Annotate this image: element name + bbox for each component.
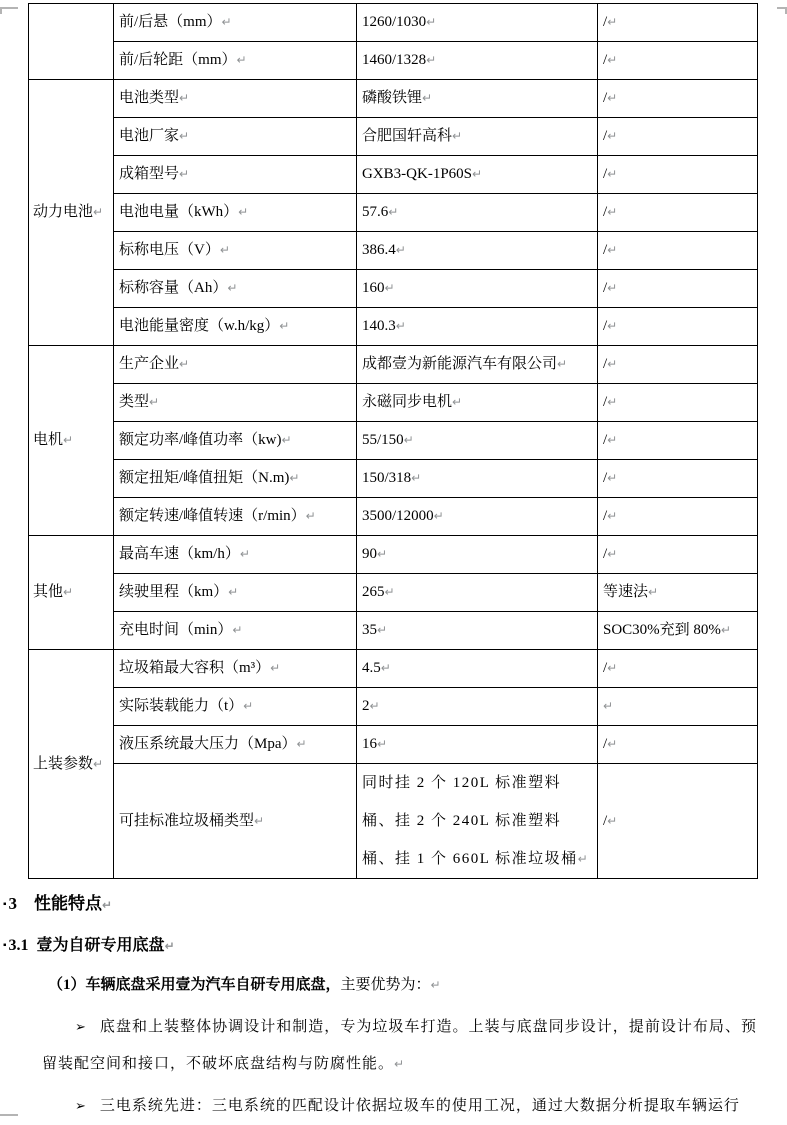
spec-value-cell [357, 764, 598, 879]
spec-value: 4.5 [362, 660, 381, 676]
table-row [29, 308, 758, 346]
line-break-mark-icon: ↵ [254, 813, 265, 828]
line-break-mark-icon: ↵ [430, 978, 441, 992]
line-break-mark-icon: ↵ [603, 699, 614, 713]
spec-remark-cell [598, 308, 758, 346]
bullet-text: 底盘和上装整体协调设计和制造，专为垃圾车打造。上装与底盘同步设计，提前设计布局、预留装配空间和接口，不破坏底盘结构与防腐性能。 [42, 1019, 757, 1072]
line-break-mark-icon: ↵ [388, 205, 399, 219]
line-break-mark-icon: ↵ [607, 813, 618, 828]
spec-remark-cell [598, 270, 758, 308]
spec-remark-cell [598, 80, 758, 118]
line-break-mark-icon: ↵ [452, 129, 463, 143]
line-break-mark-icon: ↵ [607, 91, 618, 105]
spec-label-cell [114, 42, 357, 80]
line-break-mark-icon: ↵ [179, 129, 190, 143]
line-break-mark-icon: ↵ [149, 395, 160, 409]
spec-remark-cell [598, 460, 758, 498]
spec-value: 90 [362, 546, 377, 562]
spec-value-cell [357, 194, 598, 232]
spec-label: 类型 [119, 394, 150, 410]
line-break-mark-icon: ↵ [452, 395, 463, 409]
line-break-mark-icon: ↵ [720, 623, 731, 637]
line-break-mark-icon: ↵ [93, 205, 104, 219]
line-break-mark-icon: ↵ [411, 471, 422, 485]
line-break-mark-icon: ↵ [228, 585, 239, 599]
line-break-mark-icon: ↵ [93, 756, 104, 771]
spec-value-cell [357, 42, 598, 80]
line-break-mark-icon: ↵ [648, 585, 659, 599]
spec-remark-cell [598, 498, 758, 536]
paragraph-regular-text: 主要优势为： [340, 977, 431, 993]
spec-value-cell [357, 574, 598, 612]
line-break-mark-icon: ↵ [607, 357, 618, 371]
spec-remark: / [603, 242, 608, 258]
spec-value: 成都壹为新能源汽车有限公司 [362, 356, 558, 372]
spec-remark: / [603, 90, 608, 106]
spec-remark-cell [598, 422, 758, 460]
table-row [29, 80, 758, 118]
line-break-mark-icon: ↵ [607, 53, 618, 67]
line-break-mark-icon: ↵ [607, 205, 618, 219]
spec-label-cell [114, 4, 357, 42]
spec-value: 3500/12000 [362, 508, 434, 524]
spec-value-cell [357, 536, 598, 574]
line-break-mark-icon: ↵ [433, 509, 444, 523]
spec-remark: / [603, 52, 608, 68]
line-break-mark-icon: ↵ [607, 319, 618, 333]
spec-label-cell [114, 460, 357, 498]
table-row [29, 384, 758, 422]
line-break-mark-icon: ↵ [607, 395, 618, 409]
heading-number: 3 [8, 894, 18, 913]
spec-table [28, 3, 758, 879]
line-break-mark-icon: ↵ [179, 167, 190, 181]
line-break-mark-icon: ↵ [239, 547, 250, 561]
line-break-mark-icon: ↵ [607, 471, 618, 485]
spec-remark-cell [598, 384, 758, 422]
line-break-mark-icon: ↵ [219, 243, 230, 257]
group-label: 动力电池 [33, 204, 94, 220]
spec-value: 55/150 [362, 432, 404, 448]
line-break-mark-icon: ↵ [63, 585, 74, 599]
paragraph-chassis-intro [48, 974, 787, 996]
spec-value-cell [357, 232, 598, 270]
spec-remark: / [603, 394, 608, 410]
spec-value: 磷酸铁锂 [362, 90, 423, 106]
spec-value-cell [357, 384, 598, 422]
table-row [29, 156, 758, 194]
table-row [29, 574, 758, 612]
spec-label: 前/后悬（mm） [119, 14, 222, 30]
line-break-mark-icon: ↵ [607, 167, 618, 181]
table-row [29, 118, 758, 156]
line-break-mark-icon: ↵ [221, 15, 232, 29]
spec-value-cell [357, 346, 598, 384]
spec-remark-cell [598, 118, 758, 156]
spec-label: 续驶里程（km） [119, 584, 229, 600]
spec-value-cell [357, 688, 598, 726]
table-row [29, 42, 758, 80]
line-break-mark-icon: ↵ [179, 357, 190, 371]
line-break-mark-icon: ↵ [238, 205, 249, 219]
line-break-mark-icon: ↵ [377, 623, 388, 637]
spec-label: 成箱型号 [119, 166, 180, 182]
spec-value-cell [357, 612, 598, 650]
heading-title: 壹为自研专用底盘 [36, 937, 165, 954]
spec-label-cell [114, 308, 357, 346]
spec-value: GXB3-QK-1P60S [362, 166, 473, 182]
spec-remark: / [603, 356, 608, 372]
spec-value: 57.6 [362, 204, 389, 220]
paragraph-bold-text: （1）车辆底盘采用壹为汽车自研专用底盘， [48, 977, 341, 993]
group-label: 其他 [33, 584, 64, 600]
group-cell [29, 80, 114, 346]
table-row-tall [29, 764, 758, 879]
spec-remark: / [603, 128, 608, 144]
spec-value: 1260/1030 [362, 14, 427, 30]
spec-label: 标称容量（Ah） [119, 280, 228, 296]
spec-label-cell [114, 650, 357, 688]
spec-label-cell [114, 498, 357, 536]
line-break-mark-icon: ↵ [380, 661, 391, 675]
line-break-mark-icon: ↵ [384, 585, 395, 599]
table-row [29, 346, 758, 384]
spec-label-cell [114, 612, 357, 650]
heading-3-performance [3, 893, 787, 916]
heading-title: 性能特点 [34, 894, 103, 913]
line-break-mark-icon: ↵ [426, 15, 437, 29]
spec-value: 140.3 [362, 318, 396, 334]
spec-value: 16 [362, 736, 377, 752]
spec-label-cell [114, 156, 357, 194]
spec-remark-cell [598, 232, 758, 270]
bullet-text: 三电系统先进：三电系统的匹配设计依据垃圾车的使用工况，通过大数据分析提取车辆运行 [99, 1098, 740, 1114]
group-cell [29, 536, 114, 650]
line-break-mark-icon: ↵ [394, 1057, 406, 1071]
spec-label: 实际装载能力（t） [119, 698, 244, 714]
line-break-mark-icon: ↵ [607, 547, 618, 561]
spec-remark-cell [598, 650, 758, 688]
group-cell [29, 650, 114, 879]
spec-value-cell [357, 726, 598, 764]
spec-remark: 等速法 [603, 584, 649, 600]
spec-table-body [29, 4, 758, 879]
line-break-mark-icon: ↵ [607, 661, 618, 675]
page-corner-mark-top-left [0, 7, 18, 14]
spec-label: 可挂标准垃圾桶类型 [119, 812, 255, 829]
line-break-mark-icon: ↵ [227, 281, 238, 295]
table-row [29, 4, 758, 42]
spec-remark: / [603, 736, 608, 752]
spec-remark-cell [598, 4, 758, 42]
spec-remark: / [603, 166, 608, 182]
table-row [29, 688, 758, 726]
spec-value: 1460/1328 [362, 52, 427, 68]
spec-remark: / [603, 812, 608, 829]
heading-number: 3.1 [8, 937, 29, 954]
spec-value: 同时挂 2 个 120L 标准塑料桶、挂 2 个 240L 标准塑料桶、挂 1 个 660L 标准垃圾桶 [362, 775, 578, 867]
spec-label: 额定扭矩/峰值扭矩（N.m) [119, 470, 290, 486]
line-break-mark-icon: ↵ [607, 509, 618, 523]
spec-value: 265 [362, 584, 385, 600]
spec-remark: / [603, 280, 608, 296]
line-break-mark-icon: ↵ [395, 243, 406, 257]
group-label: 电机 [33, 432, 64, 448]
spec-remark-cell [598, 194, 758, 232]
spec-label-cell [114, 688, 357, 726]
spec-label-cell [114, 536, 357, 574]
spec-remark-cell [598, 612, 758, 650]
line-break-mark-icon: ↵ [577, 852, 590, 866]
line-break-mark-icon: ↵ [164, 939, 175, 953]
heading-square-mark-icon: ▪ [3, 940, 7, 951]
line-break-mark-icon: ↵ [289, 471, 300, 485]
line-break-mark-icon: ↵ [236, 53, 247, 67]
spec-value-cell [357, 80, 598, 118]
table-row [29, 232, 758, 270]
group-label: 上装参数 [33, 755, 94, 772]
spec-label-cell [114, 422, 357, 460]
spec-remark: / [603, 546, 608, 562]
spec-value-cell [357, 270, 598, 308]
spec-remark-cell [598, 156, 758, 194]
spec-remark: SOC30%充到 80% [603, 622, 721, 638]
spec-remark: / [603, 660, 608, 676]
spec-remark: / [603, 318, 608, 334]
spec-label: 电池能量密度（w.h/kg） [119, 318, 280, 334]
line-break-mark-icon: ↵ [426, 53, 437, 67]
spec-remark-cell [598, 574, 758, 612]
spec-label-cell [114, 346, 357, 384]
table-row [29, 270, 758, 308]
spec-value-cell [357, 460, 598, 498]
line-break-mark-icon: ↵ [422, 91, 433, 105]
spec-remark: / [603, 432, 608, 448]
table-row [29, 422, 758, 460]
line-break-mark-icon: ↵ [102, 898, 113, 912]
page-corner-mark-top-right [777, 7, 787, 14]
line-break-mark-icon: ↵ [403, 433, 414, 447]
table-row [29, 460, 758, 498]
spec-remark-cell [598, 688, 758, 726]
spec-value-cell [357, 4, 598, 42]
group-cell [29, 346, 114, 536]
spec-label-cell [114, 384, 357, 422]
bullet-arrow-icon: ➢ [75, 1099, 86, 1114]
spec-remark: / [603, 14, 608, 30]
spec-remark-cell [598, 726, 758, 764]
line-break-mark-icon: ↵ [369, 699, 380, 713]
spec-label-cell [114, 194, 357, 232]
bullet-arrow-icon: ➢ [75, 1020, 86, 1035]
spec-label-cell [114, 80, 357, 118]
spec-value-cell [357, 498, 598, 536]
table-row [29, 726, 758, 764]
spec-label: 标称电压（V） [119, 242, 220, 258]
spec-label: 垃圾箱最大容积（m³） [119, 660, 271, 676]
spec-label: 额定转速/峰值转速（r/min） [119, 508, 306, 524]
spec-value: 永磁同步电机 [362, 394, 453, 410]
line-break-mark-icon: ↵ [232, 623, 243, 637]
spec-value-cell [357, 422, 598, 460]
line-break-mark-icon: ↵ [607, 243, 618, 257]
spec-label-cell [114, 764, 357, 879]
line-break-mark-icon: ↵ [395, 319, 406, 333]
table-row [29, 498, 758, 536]
spec-label-cell [114, 574, 357, 612]
table-row [29, 612, 758, 650]
line-break-mark-icon: ↵ [281, 433, 292, 447]
spec-remark-cell [598, 42, 758, 80]
spec-value-cell [357, 118, 598, 156]
line-break-mark-icon: ↵ [377, 547, 388, 561]
spec-value: 35 [362, 622, 377, 638]
spec-label: 前/后轮距（mm） [119, 52, 237, 68]
line-break-mark-icon: ↵ [607, 281, 618, 295]
group-cell [29, 4, 114, 80]
spec-remark: / [603, 204, 608, 220]
spec-label-cell [114, 270, 357, 308]
line-break-mark-icon: ↵ [557, 357, 568, 371]
line-break-mark-icon: ↵ [472, 167, 483, 181]
heading-3-1-chassis [3, 935, 787, 957]
table-row [29, 650, 758, 688]
line-break-mark-icon: ↵ [384, 281, 395, 295]
spec-value-cell [357, 650, 598, 688]
spec-remark: / [603, 508, 608, 524]
line-break-mark-icon: ↵ [296, 737, 307, 751]
line-break-mark-icon: ↵ [607, 433, 618, 447]
page-content [0, 3, 787, 1125]
table-row [29, 194, 758, 232]
table-row [29, 536, 758, 574]
heading-square-mark-icon: ▪ [3, 899, 7, 910]
spec-label: 充电时间（min） [119, 622, 233, 638]
line-break-mark-icon: ↵ [179, 91, 190, 105]
spec-label: 电池电量（kWh） [119, 204, 239, 220]
spec-label: 生产企业 [119, 356, 180, 372]
line-break-mark-icon: ↵ [279, 319, 290, 333]
spec-value: 160 [362, 280, 385, 296]
spec-remark-cell [598, 536, 758, 574]
spec-value-cell [357, 308, 598, 346]
spec-label-cell [114, 232, 357, 270]
page-corner-mark-bottom-left [0, 1114, 18, 1118]
spec-remark-cell [598, 764, 758, 879]
line-break-mark-icon: ↵ [377, 737, 388, 751]
spec-label: 液压系统最大压力（Mpa） [119, 736, 297, 752]
spec-value: 386.4 [362, 242, 396, 258]
line-break-mark-icon: ↵ [607, 129, 618, 143]
line-break-mark-icon: ↵ [607, 737, 618, 751]
spec-label: 额定功率/峰值功率（kw) [119, 432, 282, 448]
line-break-mark-icon: ↵ [243, 699, 254, 713]
spec-value: 合肥国轩高科 [362, 128, 453, 144]
line-break-mark-icon: ↵ [607, 15, 618, 29]
spec-value: 2 [362, 698, 370, 714]
spec-value-cell [357, 156, 598, 194]
line-break-mark-icon: ↵ [305, 509, 316, 523]
line-break-mark-icon: ↵ [270, 661, 281, 675]
spec-value: 150/318 [362, 470, 412, 486]
bullet-item-chassis-design [42, 1009, 757, 1082]
spec-label-cell [114, 118, 357, 156]
spec-label: 电池厂家 [119, 128, 180, 144]
spec-label: 电池类型 [119, 90, 180, 106]
line-break-mark-icon: ↵ [63, 433, 74, 447]
spec-remark: / [603, 470, 608, 486]
spec-label: 最高车速（km/h） [119, 546, 240, 562]
bullet-item-three-electric [42, 1088, 757, 1125]
spec-label-cell [114, 726, 357, 764]
document-page [0, 3, 787, 1120]
spec-remark-cell [598, 346, 758, 384]
